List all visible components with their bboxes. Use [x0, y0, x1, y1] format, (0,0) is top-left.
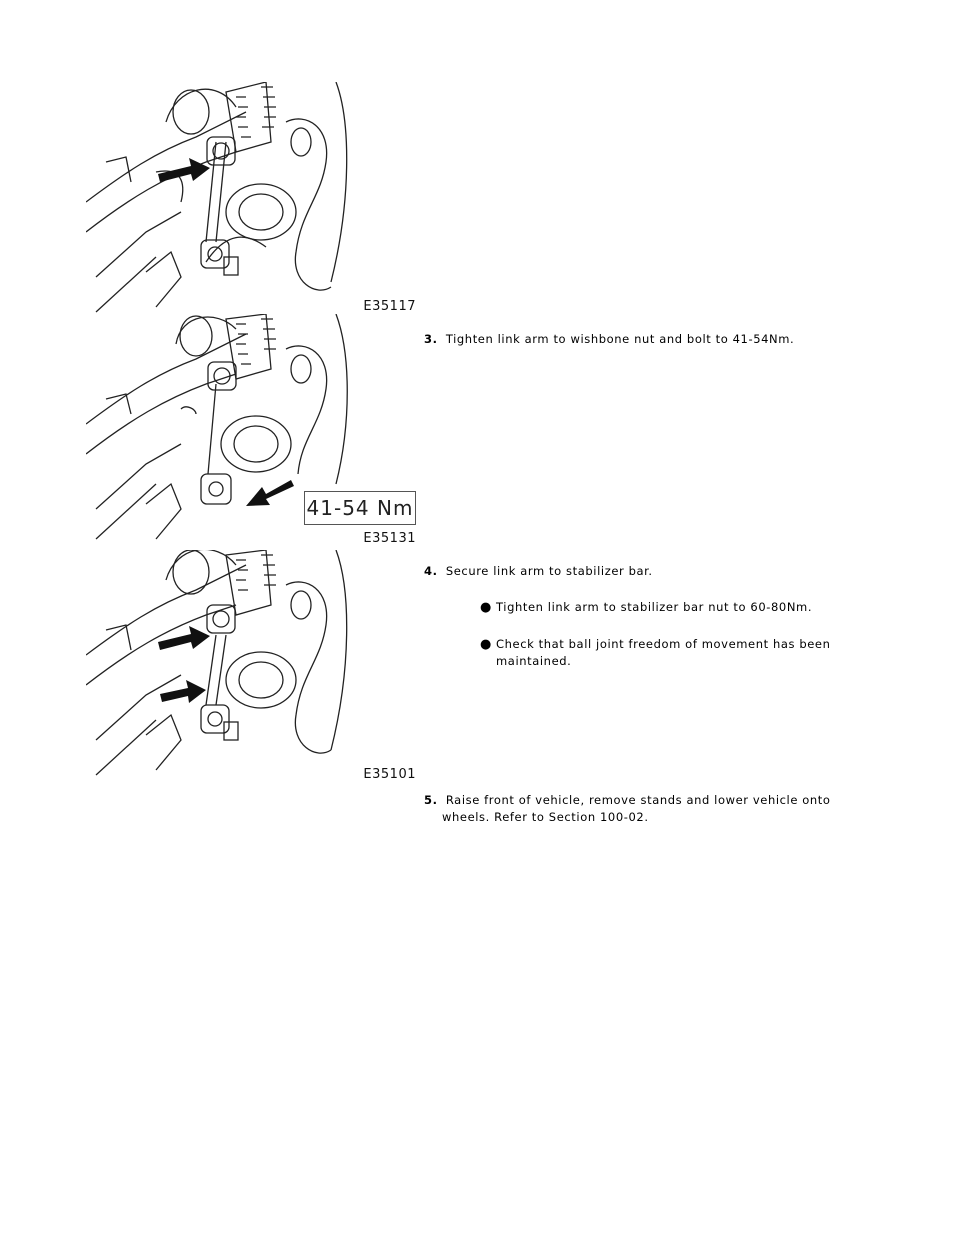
bullet-text-line-1: Check that ball joint freedom of movement has been [496, 637, 831, 651]
step-4-bullet-1 [480, 599, 916, 616]
step-text-line-2: wheels. Refer to Section 100-02. [442, 810, 649, 824]
bullet-icon: ● [480, 637, 492, 652]
step-text: Tighten link arm to wishbone nut and bolt to 41-54Nm. [445, 332, 795, 346]
bullet-icon: ● [480, 600, 492, 615]
figure-e35101 [86, 550, 420, 782]
figure-code: E35131 [363, 531, 416, 546]
figure-e35131 [86, 314, 420, 546]
step-5 [424, 792, 831, 826]
arrow-icon [86, 550, 420, 782]
step-number: 5. [424, 793, 438, 807]
step-text-line-1: Raise front of vehicle, remove stands and lower vehicle onto [445, 793, 831, 807]
figure-e35117 [86, 82, 420, 314]
torque-label: 41-54 Nm [304, 491, 416, 525]
step-4-bullet-2 [480, 636, 916, 670]
arrow-icon [86, 82, 420, 314]
bullet-text-line-2: maintained. [496, 654, 572, 668]
step-3 [424, 331, 794, 348]
bullet-text: Tighten link arm to stabilizer bar nut to 60-80Nm. [496, 600, 813, 614]
step-text: Secure link arm to stabilizer bar. [445, 564, 653, 578]
step-number: 4. [424, 564, 438, 578]
step-number: 3. [424, 332, 438, 346]
figure-code: E35101 [363, 767, 416, 782]
figure-code: E35117 [363, 299, 416, 314]
step-4 [424, 563, 653, 580]
